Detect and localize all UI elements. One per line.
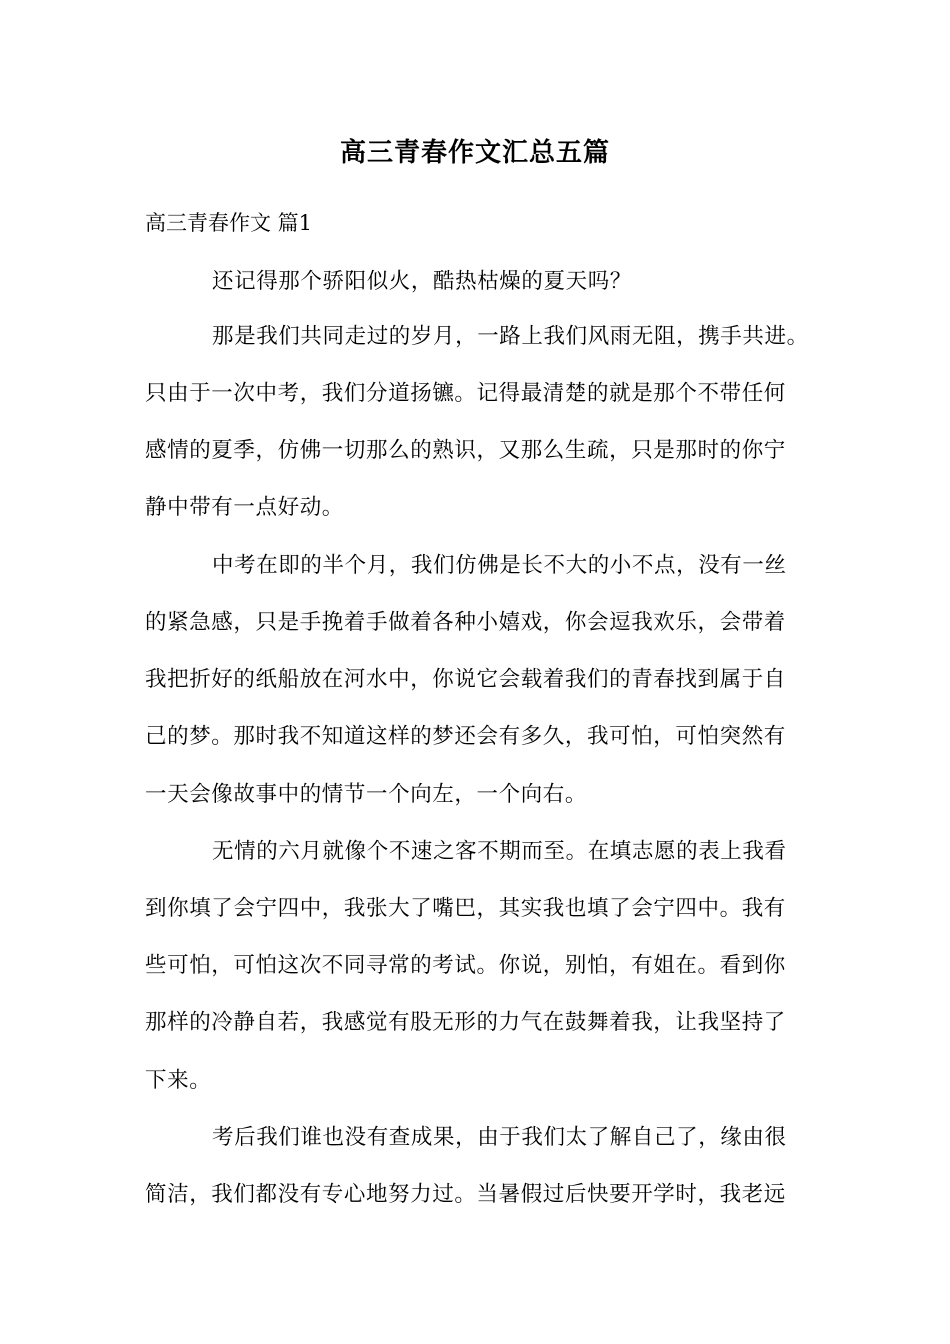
paragraph-line: 简洁，我们都没有专心地努力过。当暑假过后快要开学时，我老远 [145, 1182, 786, 1207]
paragraph-line: 那是我们共同走过的岁月，一路上我们风雨无阻，携手共进。 [212, 324, 809, 349]
paragraph-line: 的紧急感，只是手挽着手做着各种小嬉戏，你会逗我欢乐，会带着 [145, 610, 786, 635]
paragraph-line: 下来。 [145, 1068, 212, 1093]
paragraph-line: 中考在即的半个月，我们仿佛是长不大的小不点，没有一丝 [212, 553, 787, 578]
paragraph-line: 到你填了会宁四中，我张大了嘴巴，其实我也填了会宁四中。我有 [145, 896, 786, 921]
paragraph-line: 些可怕，可怕这次不同寻常的考试。你说，别怕，有姐在。看到你 [145, 953, 786, 978]
section-heading: 高三青春作文 篇1 [145, 211, 313, 235]
paragraph-line: 只由于一次中考，我们分道扬镳。记得最清楚的就是那个不带任何 [145, 381, 786, 406]
paragraph-line: 我把折好的纸船放在河水中，你说它会载着我们的青春找到属于自 [145, 667, 786, 692]
paragraph-line: 还记得那个骄阳似火，酷热枯燥的夏天吗？ [212, 269, 632, 294]
paragraph-line: 无情的六月就像个不速之客不期而至。在填志愿的表上我看 [212, 839, 787, 864]
paragraph-line: 感情的夏季，仿佛一切那么的熟识，又那么生疏，只是那时的你宁 [145, 438, 786, 463]
document-title: 高三青春作文汇总五篇 [339, 138, 610, 168]
paragraph-line: 一天会像故事中的情节一个向左，一个向右。 [145, 782, 588, 807]
paragraph-line: 静中带有一点好动。 [145, 495, 344, 520]
paragraph-line: 考后我们谁也没有查成果，由于我们太了解自己了，缘由很 [212, 1125, 787, 1150]
paragraph-line: 己的梦。那时我不知道这样的梦还会有多久，我可怕，可怕突然有 [145, 724, 786, 749]
paragraph-line: 那样的冷静自若，我感觉有股无形的力气在鼓舞着我，让我坚持了 [145, 1010, 786, 1035]
